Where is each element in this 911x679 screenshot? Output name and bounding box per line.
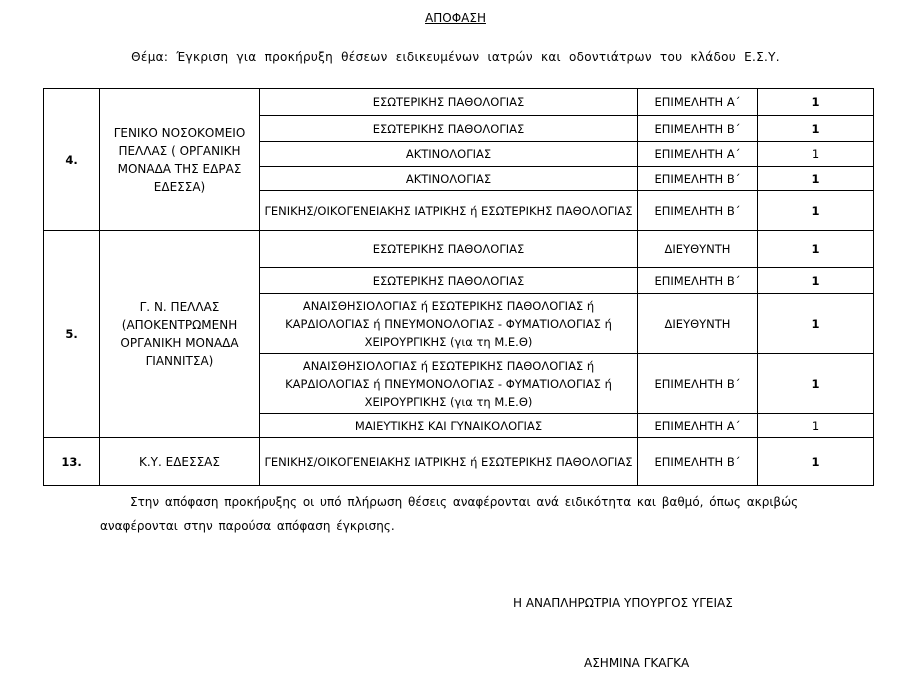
group-number: 5. — [44, 231, 100, 438]
signatory-name: ΑΣΗΜΙΝΑ ΓΚΑΓΚΑ — [584, 656, 690, 670]
positions-table — [43, 88, 874, 486]
specialty-cell: ΑΝΑΙΣΘΗΣΙΟΛΟΓΙΑΣ ή ΕΣΩΤΕΡΙΚΗΣ ΠΑΘΟΛΟΓΙΑΣ ή ΚΑΡΔΙΟΛΟΓΙΑΣ ή ΠΝΕΥΜΟΝΟΛΟΓΙΑΣ - ΦΥΜΑΤΙΟΛΟΓΙΑΣ ή ΧΕΙΡΟΥΡΓΙΚΗΣ (για τη Μ.Ε.Θ) — [260, 294, 638, 354]
grade-cell: ΕΠΙΜΕΛΗΤΗ Β΄ — [638, 438, 758, 486]
specialty-cell: ΓΕΝΙΚΗΣ/ΟΙΚΟΓΕΝΕΙΑΚΗΣ ΙΑΤΡΙΚΗΣ ή ΕΣΩΤΕΡΙΚΗΣ ΠΑΘΟΛΟΓΙΑΣ — [260, 438, 638, 486]
grade-cell: ΕΠΙΜΕΛΗΤΗ Β΄ — [638, 191, 758, 231]
specialty-cell: ΜΑΙΕΥΤΙΚΗΣ ΚΑΙ ΓΥΝΑΙΚΟΛΟΓΙΑΣ — [260, 414, 638, 438]
grade-cell: ΕΠΙΜΕΛΗΤΗ Α΄ — [638, 89, 758, 116]
seats-cell: 1 — [758, 231, 874, 268]
seats-cell: 1 — [758, 414, 874, 438]
seats-cell: 1 — [758, 191, 874, 231]
grade-cell: ΕΠΙΜΕΛΗΤΗ Β΄ — [638, 167, 758, 191]
grade-cell: ΔΙΕΥΘΥΝΤΗ — [638, 231, 758, 268]
grade-cell: ΕΠΙΜΕΛΗΤΗ Β΄ — [638, 268, 758, 294]
specialty-cell: ΑΝΑΙΣΘΗΣΙΟΛΟΓΙΑΣ ή ΕΣΩΤΕΡΙΚΗΣ ΠΑΘΟΛΟΓΙΑΣ ή ΚΑΡΔΙΟΛΟΓΙΑΣ ή ΠΝΕΥΜΟΝΟΛΟΓΙΑΣ - ΦΥΜΑΤΙΟΛΟΓΙΑΣ ή ΧΕΙΡΟΥΡΓΙΚΗΣ (για τη Μ.Ε.Θ) — [260, 354, 638, 414]
grade-cell: ΕΠΙΜΕΛΗΤΗ Β΄ — [638, 116, 758, 142]
hospital-name: Γ. Ν. ΠΕΛΛΑΣ (ΑΠΟΚΕΝΤΡΩΜΕΝΗ ΟΡΓΑΝΙΚΗ ΜΟΝΑΔΑ ΓΙΑΝΝΙΤΣΑ) — [100, 231, 260, 438]
specialty-cell: ΑΚΤΙΝΟΛΟΓΙΑΣ — [260, 142, 638, 167]
seats-cell: 1 — [758, 116, 874, 142]
seats-cell: 1 — [758, 438, 874, 486]
hospital-name: Κ.Υ. ΕΔΕΣΣΑΣ — [100, 438, 260, 486]
seats-cell: 1 — [758, 354, 874, 414]
document-title: ΑΠΟΦΑΣΗ — [425, 11, 486, 25]
specialty-cell: ΕΣΩΤΕΡΙΚΗΣ ΠΑΘΟΛΟΓΙΑΣ — [260, 89, 638, 116]
grade-cell: ΔΙΕΥΘΥΝΤΗ — [638, 294, 758, 354]
seats-cell: 1 — [758, 142, 874, 167]
note-paragraph — [100, 490, 840, 538]
signatory-title: Η ΑΝΑΠΛΗΡΩΤΡΙΑ ΥΠΟΥΡΓΟΣ ΥΓΕΙΑΣ — [513, 596, 733, 610]
note-text: Στην απόφαση προκήρυξης οι υπό πλήρωση θέσεις αναφέρονται ανά ειδικότητα και βαθμό, όπως ακριβώς αναφέρονται στην παρούσα απόφαση έγκρισης. — [100, 495, 799, 533]
table-row — [44, 231, 874, 268]
hospital-name: ΓΕΝΙΚΟ ΝΟΣΟΚΟΜΕΙΟ ΠΕΛΛΑΣ ( ΟΡΓΑΝΙΚΗ ΜΟΝΑΔΑ ΤΗΣ ΕΔΡΑΣ ΕΔΕΣΣΑ) — [100, 89, 260, 231]
grade-cell: ΕΠΙΜΕΛΗΤΗ Α΄ — [638, 414, 758, 438]
table-row — [44, 89, 874, 116]
seats-cell: 1 — [758, 268, 874, 294]
document-subject: Θέμα: Έγκριση για προκήρυξη θέσεων ειδικευμένων ιατρών και οδοντιάτρων του κλάδου Ε.Σ.Υ. — [131, 50, 780, 64]
seats-cell: 1 — [758, 89, 874, 116]
seats-cell: 1 — [758, 167, 874, 191]
specialty-cell: ΓΕΝΙΚΗΣ/ΟΙΚΟΓΕΝΕΙΑΚΗΣ ΙΑΤΡΙΚΗΣ ή ΕΣΩΤΕΡΙΚΗΣ ΠΑΘΟΛΟΓΙΑΣ — [260, 191, 638, 231]
group-number: 4. — [44, 89, 100, 231]
grade-cell: ΕΠΙΜΕΛΗΤΗ Α΄ — [638, 142, 758, 167]
group-number: 13. — [44, 438, 100, 486]
seats-cell: 1 — [758, 294, 874, 354]
table-row — [44, 438, 874, 486]
grade-cell: ΕΠΙΜΕΛΗΤΗ Β΄ — [638, 354, 758, 414]
specialty-cell: ΑΚΤΙΝΟΛΟΓΙΑΣ — [260, 167, 638, 191]
specialty-cell: ΕΣΩΤΕΡΙΚΗΣ ΠΑΘΟΛΟΓΙΑΣ — [260, 231, 638, 268]
specialty-cell: ΕΣΩΤΕΡΙΚΗΣ ΠΑΘΟΛΟΓΙΑΣ — [260, 268, 638, 294]
specialty-cell: ΕΣΩΤΕΡΙΚΗΣ ΠΑΘΟΛΟΓΙΑΣ — [260, 116, 638, 142]
